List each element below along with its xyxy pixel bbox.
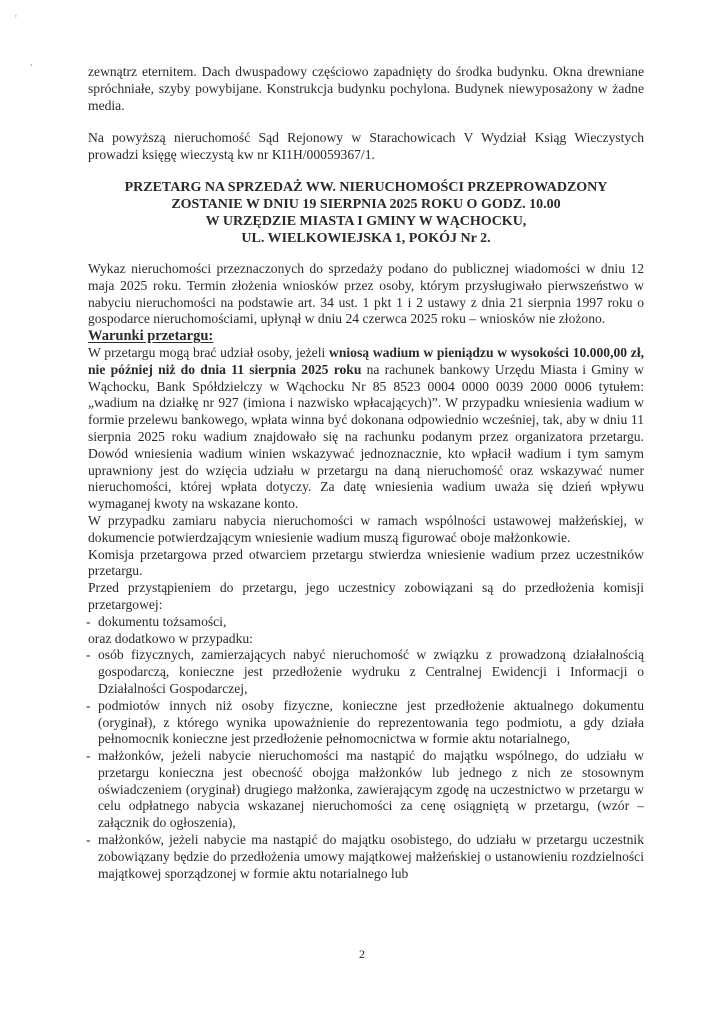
paragraph-required-documents: Przed przystąpieniem do przetargu, jego uczestnicy zobowiązani są do przedłożenia komisji przetargowej:: [88, 580, 644, 612]
list-item-text: małżonków, jeżeli nabycie nieruchomości ma nastąpić do majątku wspólnego, do udziału w przetargu konieczna jest obecność obojga małżonków lub jednego z nich ze stosownym oświadczeniem (oryginał) drugiego małżonka, zawierającym zgodę na uczestnictwo w przetargu w celu odpłatnego nabycia wskazanej nieruchomości za cenę osiągniętą w przetargu, (wzór – załącznik do ogłoszenia),: [98, 748, 644, 831]
bullet-dash: -: [86, 647, 91, 663]
deposit-text-rest: na rachunek bankowy Urzędu Miasta i Gminy w Wąchocku, Bank Spółdzielczy w Wąchocku Nr 85 8523 0004 0000 0039 2000 0006 tytułem: „wadium na działkę nr 927 (imiona i nazwisko wpłacających)”. W przypadku wniesienia wadium w formie przelewu bankowego, wpłata winna być dokonana odpowiednio wcześniej, tak, aby w dniu 11 sierpnia 2025 roku wadium znajdowało się na rachunku podanym przez organizatora przetargu. Dowód wniesienia wadium winien wskazywać jednoznacznie, kto wpłacił wadium i tym samym uprawniony jest do wzięcia udziału w przetargu na daną nieruchomość oraz wskazywać numer nieruchomości, której wpłata dotyczy. Za datę wniesienia wadium uważa się dzień wpływu wymaganej kwoty na wskazane konto.: [88, 361, 644, 512]
list-item-text: osób fizycznych, zamierzających nabyć nieruchomość w związku z prowadzoną działalnością gospodarczą, konieczne jest przedłożenie wydruku z Centralnej Ewidencji i Informacji o Działalności Gospodarczej,: [98, 647, 644, 696]
bullet-dash: -: [86, 748, 91, 764]
auction-heading-line: UL. WIELKOWIEJSKA 1, POKÓJ Nr 2.: [241, 230, 491, 246]
section-title-auction-conditions: Warunki przetargu:: [88, 328, 214, 345]
auction-heading-line: PRZETARG NA SPRZEDAŻ WW. NIERUCHOMOŚCI PRZEPROWADZONY: [124, 179, 608, 195]
deposit-amount-deadline: wniosą wadium w pieniądzu w wysokości 10.000,00 zł, nie później niż do dnia 11 sierpnia 2025 roku: [88, 344, 645, 377]
bullet-dash: -: [86, 832, 91, 848]
auction-heading-line: ZOSTANIE W DNIU 19 SIERPNIA 2025 ROKU O GODZ. 10.00: [171, 196, 561, 212]
paragraph-deposit: [88, 345, 644, 513]
paragraph-additionally: oraz dodatkowo w przypadku:: [88, 630, 253, 646]
paragraph-property-list: Wykaz nieruchomości przeznaczonych do sprzedaży podano do publicznej wiadomości w dniu 12 maja 2025 roku. Termin złożenia wniosków przez osoby, którym przysługiwało pierwszeństwo w nabyciu nieruchomości na podstawie art. 34 ust. 1 pkt 1 i 2 ustawy z dnia 21 sierpnia 1997 roku o gospodarce nieruchomościami, upłynął w dniu 24 czerwca 2025 roku – wniosków nie złożono.: [88, 260, 644, 327]
scan-mark: ': [15, 14, 17, 25]
auction-heading-line: W URZĘDZIE MIASTA I GMINY W WĄCHOCKU,: [205, 213, 527, 229]
list-item: [88, 748, 644, 832]
page-number: 2: [359, 947, 365, 961]
bullet-dash: -: [86, 697, 91, 713]
paragraph-land-registry: Na powyższą nieruchomość Sąd Rejonowy w Starachowicach V Wydział Ksiąg Wieczystych prowadzi księgę wieczystą kw nr KI1H/00059367/1.: [88, 130, 644, 163]
paragraph-marital-property: W przypadku zamiaru nabycia nieruchomości w ramach wspólności ustawowej małżeńskiej, w dokumencie potwierdzającym wniesienie wadium muszą figurować oboje małżonkowie.: [88, 512, 644, 545]
bullet-dash: -: [86, 613, 91, 629]
list-item: [88, 698, 644, 748]
list-item: [88, 647, 644, 697]
auction-heading: [88, 179, 644, 247]
list-item: [88, 832, 644, 882]
scan-mark: ,: [30, 57, 33, 68]
list-item-text: podmiotów innych niż osoby fizyczne, konieczne jest przedłożenie aktualnego dokumentu (oryginał), z którego wynika upoważnienie do reprezentowania tego podmiotu, a gdy działa pełnomocnik konieczne jest przedłożenie pełnomocnictwa w formie aktu notarialnego,: [98, 697, 644, 747]
paragraph-building-description: zewnątrz eternitem. Dach dwuspadowy częściowo zapadnięty do środka budynku. Okna drewniane spróchniałe, szyby powybijane. Konstrukcja budynku pochylona. Budynek niewyposażony w żadne media.: [88, 64, 644, 113]
list-item-text: dokumentu tożsamości,: [98, 613, 227, 629]
deposit-text-start: W przetargu mogą brać udział osoby, jeżeli: [88, 344, 329, 360]
list-item-text: małżonków, jeżeli nabycie ma nastąpić do majątku osobistego, do udziału w przetargu uczestnik zobowiązany będzie do przedłożenia umowy majątkowej małżeńskiej o ustanowieniu rozdzielności majątkowej sporządzonej w formie aktu notarialnego lub: [98, 832, 644, 881]
list-item: [88, 614, 644, 631]
document-body: [88, 64, 644, 882]
paragraph-commission: Komisja przetargowa przed otwarciem przetargu stwierdza wniesienie wadium przez uczestników przetargu.: [88, 546, 644, 579]
